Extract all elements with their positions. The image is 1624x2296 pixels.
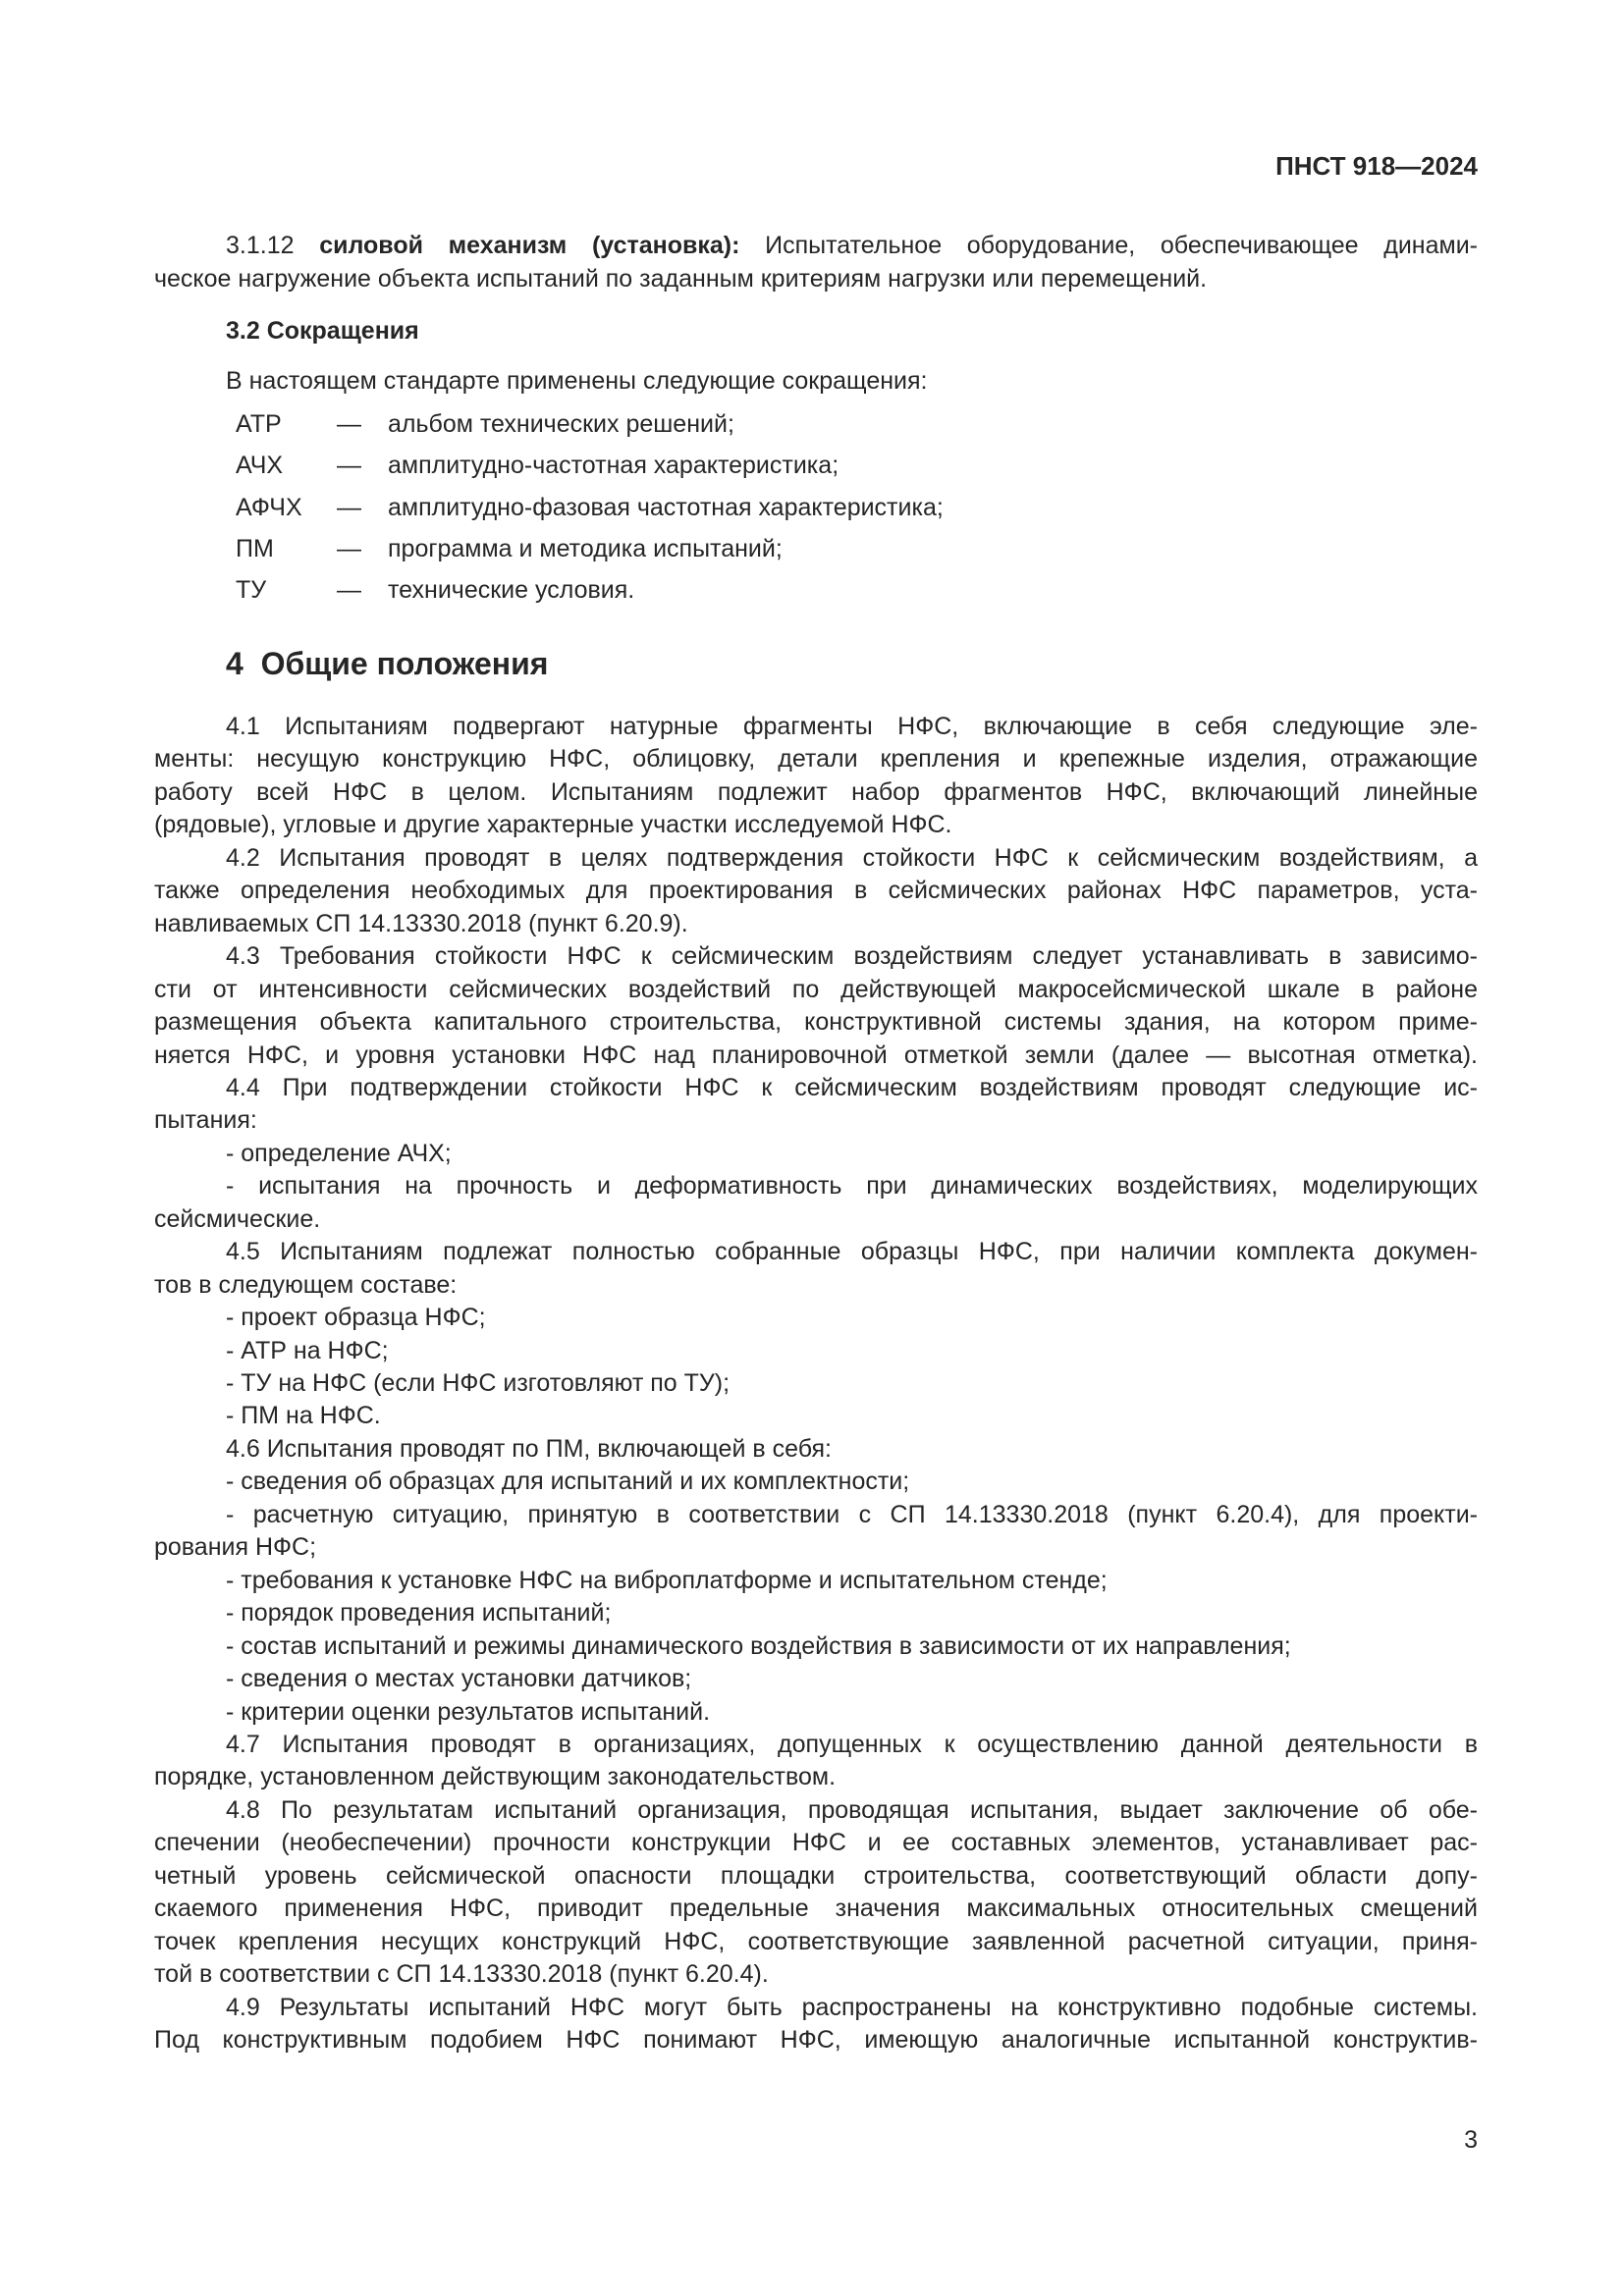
section-4-heading: 4 Общие положения: [226, 646, 549, 681]
text-line: 4.9 Результаты испытаний НФС могут быть распространены на конструктивно подобные системы.: [226, 1993, 1478, 2021]
abbreviation-definition: альбом технических решений;: [388, 410, 734, 438]
text-line: - состав испытаний и режимы динамического воздействия в зависимости от их направления;: [226, 1631, 1291, 1660]
text-line: спечении (необеспечении) прочности конструкции НФС и ее составных элементов, устанавливает рас-: [154, 1829, 1478, 1857]
text-line: 4.7 Испытания проводят в организациях, допущенных к осуществлению данной деятельности в: [226, 1730, 1478, 1758]
abbreviation-dash: —: [337, 576, 361, 605]
abbreviation-definition: технические условия.: [388, 576, 635, 605]
abbreviation-dash: —: [337, 410, 361, 438]
text-line: 4.5 Испытаниям подлежат полностью собранные образцы НФС, при наличии комплекта докумен-: [226, 1238, 1478, 1266]
text-line: 4.8 По результатам испытаний организация, проводящая испытания, выдает заключение об обе-: [226, 1795, 1478, 1824]
abbreviations-intro: В настоящем стандарте применены следующие сокращения:: [226, 367, 928, 395]
text-line: - сведения о местах установки датчиков;: [226, 1665, 692, 1693]
abbreviation-term: АФЧХ: [236, 493, 302, 521]
abbreviation-definition: амплитудно-фазовая частотная характеристика;: [388, 493, 944, 521]
text-line: скаемого применения НФС, приводит предельные значения максимальных относительных смещений: [154, 1895, 1478, 1923]
text-line: - сведения об образцах для испытаний и их комплектности;: [226, 1468, 910, 1496]
text-line: 4.1 Испытаниям подвергают натурные фрагменты НФС, включающие в себя следующие эле-: [226, 713, 1478, 740]
text-line: - испытания на прочность и деформативность при динамических воздействиях, моделирующих: [226, 1172, 1478, 1201]
abbreviation-term: АТР: [236, 410, 282, 438]
text-line: размещения объекта капитального строительства, конструктивной системы здания, на котором приме-: [154, 1008, 1478, 1037]
abbreviation-definition: программа и методика испытаний;: [388, 534, 783, 562]
text-line: 4.4 При подтверждении стойкости НФС к сейсмическим воздействиям проводят следующие ис-: [226, 1073, 1478, 1101]
text-line: - определение АЧХ;: [226, 1139, 452, 1167]
abbreviation-dash: —: [337, 493, 361, 521]
text-line: - требования к установке НФС на виброплатформе и испытательном стенде;: [226, 1566, 1108, 1594]
text-line: (рядовые), угловые и другие характерные участки исследуемой НФС.: [154, 811, 952, 839]
text-line: 4.2 Испытания проводят в целях подтверждения стойкости НФС к сейсмическим воздействиям, а: [226, 843, 1478, 872]
text-line: 4.6 Испытания проводят по ПМ, включающей в себя:: [226, 1434, 832, 1463]
text-line: точек крепления несущих конструкций НФС, соответствующие заявленной расчетной ситуации, приня-: [154, 1927, 1478, 1955]
text-line: менты: несущую конструкцию НФС, облицовку, детали крепления и крепежные изделия, отражающие: [154, 745, 1478, 774]
text-line: 4.3 Требования стойкости НФС к сейсмическим воздействиям следует устанавливать в зависимо-: [226, 942, 1478, 971]
text-line: рования НФС;: [154, 1533, 317, 1562]
text-line: сти от интенсивности сейсмических воздействий по действующей макросейсмической шкале в районе: [154, 975, 1478, 1003]
clause-3-1-12-line-1: [226, 229, 1478, 262]
text-line: - проект образца НФС;: [226, 1304, 486, 1332]
clause-definition: Испытательное оборудование, обеспечивающее динами-: [765, 232, 1478, 259]
text-line: сейсмические.: [154, 1204, 321, 1233]
text-line: - ПМ на НФС.: [226, 1402, 381, 1430]
text-line: работу всей НФС в целом. Испытаниям подлежит набор фрагментов НФС, включающий линейные: [154, 777, 1478, 806]
text-line: - порядок проведения испытаний;: [226, 1599, 612, 1628]
abbreviation-definition: амплитудно-частотная характеристика;: [388, 452, 839, 480]
page-number: 3: [1464, 2126, 1478, 2154]
section-3-2-heading: 3.2 Сокращения: [226, 317, 419, 345]
text-line: - критерии оценки результатов испытаний.: [226, 1697, 711, 1726]
text-line: няется НФС, и уровня установки НФС над планировочной отметкой земли (далее — высотная отметка).: [154, 1041, 1478, 1069]
text-line: тов в следующем составе:: [154, 1270, 458, 1299]
text-line: - расчетную ситуацию, принятую в соответствии с СП 14.13330.2018 (пункт 6.20.4), для проекти-: [226, 1500, 1478, 1528]
text-line: Под конструктивным подобием НФС понимают НФС, имеющую аналогичные испытанной конструктив-: [154, 2026, 1478, 2054]
clause-term: силовой механизм (установка):: [319, 232, 740, 259]
abbreviation-term: ТУ: [236, 576, 267, 605]
text-line: - ТУ на НФС (если НФС изготовляют по ТУ);: [226, 1369, 731, 1397]
clause-number: 3.1.12: [226, 232, 295, 259]
text-line: той в соответствии с СП 14.13330.2018 (пункт 6.20.4).: [154, 1960, 769, 1989]
clause-3-1-12-line-2: ческое нагружение объекта испытаний по заданным критериям нагрузки или перемещений.: [154, 265, 1208, 293]
text-line: - АТР на НФС;: [226, 1336, 389, 1364]
text-line: четный уровень сейсмической опасности площадки строительства, соответствующий области допу-: [154, 1861, 1478, 1890]
abbreviation-dash: —: [337, 534, 361, 562]
document-id: ПНСТ 918—2024: [1275, 151, 1478, 181]
abbreviation-term: ПМ: [236, 534, 274, 562]
text-line: также определения необходимых для проектирования в сейсмических районах НФС параметров, уста-: [154, 877, 1478, 905]
text-line: навливаемых СП 14.13330.2018 (пункт 6.20.9).: [154, 909, 688, 937]
abbreviation-dash: —: [337, 452, 361, 480]
text-line: пытания:: [154, 1106, 257, 1135]
abbreviation-term: АЧХ: [236, 452, 284, 480]
text-line: порядке, установленном действующим законодательством.: [154, 1763, 837, 1791]
